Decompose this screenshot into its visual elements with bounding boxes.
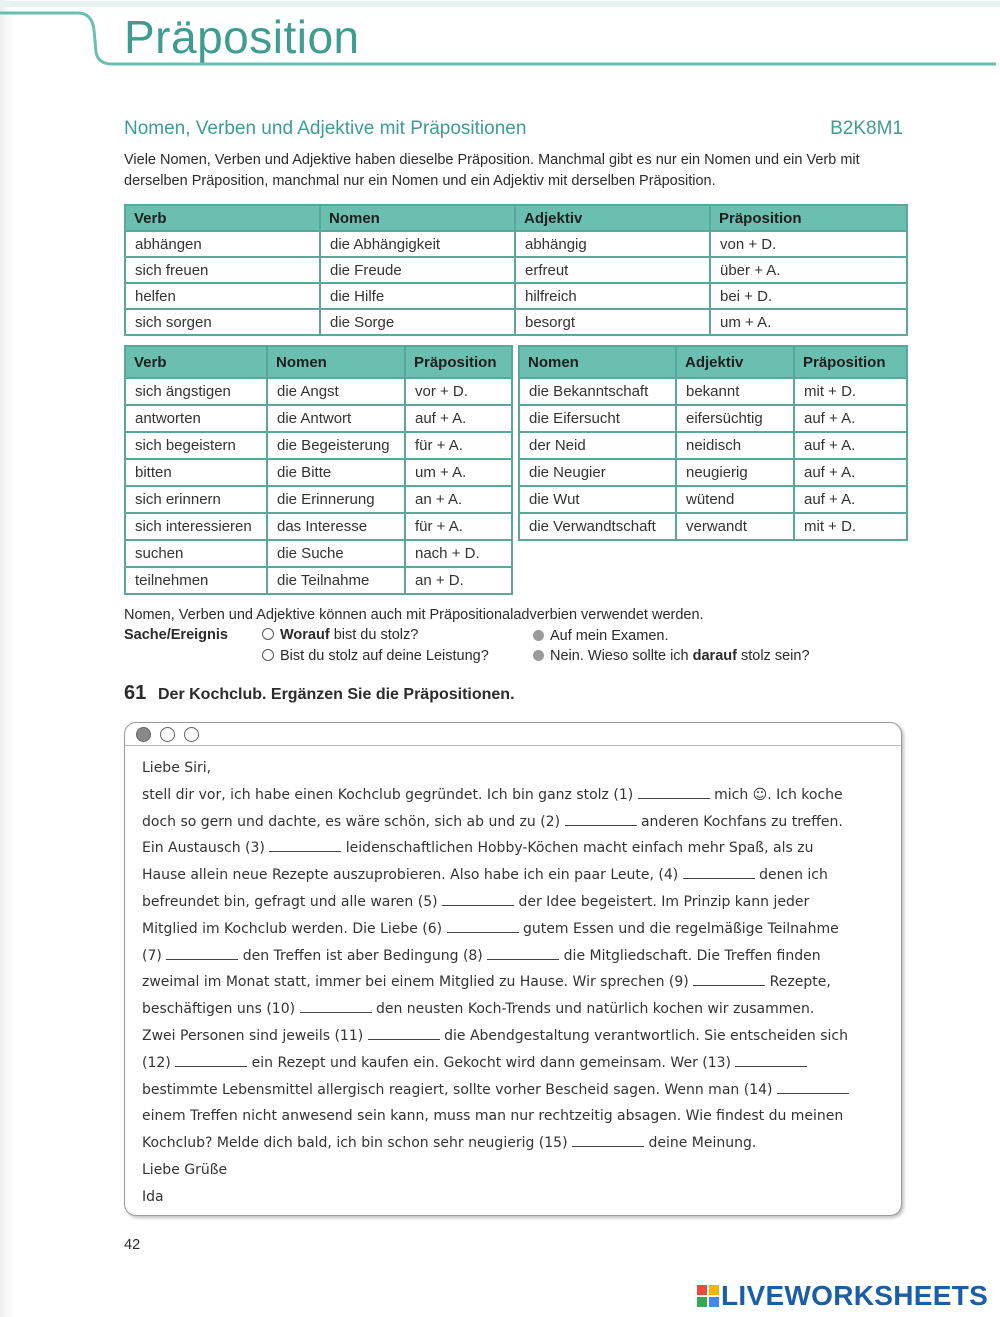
- letter-line: [142, 835, 894, 862]
- table-cell: die Freude: [320, 257, 515, 283]
- table-cell: helfen: [125, 283, 320, 309]
- table-cell: bekannt: [676, 378, 794, 405]
- table-cell: von + D.: [710, 231, 907, 257]
- table-cell: über + A.: [710, 257, 907, 283]
- table-cell: auf + A.: [794, 405, 907, 432]
- letter-line: [142, 1103, 894, 1130]
- column-header: Nomen: [267, 346, 405, 378]
- letter-line: [142, 862, 894, 889]
- letter-text: zweimal im Monat statt, immer bei einem Mitglied zu Hause. Wir sprechen (9): [142, 974, 694, 991]
- question-2: [262, 648, 489, 664]
- table-row: [519, 486, 907, 513]
- table-cell: die Neugier: [519, 459, 676, 486]
- page-title: Präposition: [124, 11, 360, 63]
- letter-text: bestimmte Lebensmittel allergisch reagiert, sollte vorher Bescheid sagen. Wenn man (14): [142, 1081, 777, 1098]
- table-row: [125, 231, 907, 257]
- window-minimize-icon[interactable]: [160, 727, 175, 742]
- table-cell: mit + D.: [794, 513, 907, 540]
- answer-blank[interactable]: [487, 945, 559, 960]
- table-row: [125, 257, 907, 283]
- letter-text: den Treffen ist aber Bedingung (8): [238, 947, 488, 964]
- question-1-bold: Worauf: [280, 627, 330, 643]
- table-header-row: [125, 205, 907, 231]
- exercise-title: Der Kochclub. Ergänzen Sie die Präpositionen.: [158, 686, 515, 703]
- letter-text: stell dir vor, ich habe einen Kochclub gegründet. Ich bin ganz stolz (1): [142, 786, 638, 803]
- table-cell: sich freuen: [125, 257, 320, 283]
- answer-blank[interactable]: [175, 1052, 247, 1067]
- answer-blank[interactable]: [565, 811, 637, 826]
- table-cell: sich erinnern: [125, 486, 267, 513]
- table-cell: die Suche: [267, 540, 405, 567]
- table-cell: mit + D.: [794, 378, 907, 405]
- table-cell: die Bekanntschaft: [519, 378, 676, 405]
- table-cell: die Bitte: [267, 459, 405, 486]
- letter-window: [124, 722, 902, 1216]
- answer-blank[interactable]: [735, 1052, 807, 1067]
- table-cell: die Begeisterung: [267, 432, 405, 459]
- table-cell: um + A.: [405, 459, 512, 486]
- answer-2: [533, 648, 810, 664]
- table-cell: die Wut: [519, 486, 676, 513]
- table-cell: auf + A.: [405, 405, 512, 432]
- table-cell: sich ängstigen: [125, 378, 267, 405]
- letter-text: die Mitgliedschaft. Die Treffen finden: [559, 947, 821, 964]
- column-header: Verb: [125, 205, 320, 231]
- table-row: [125, 405, 512, 432]
- table-cell: auf + A.: [794, 486, 907, 513]
- letter-text: Ein Austausch (3): [142, 840, 270, 857]
- table-cell: verwandt: [676, 513, 794, 540]
- page-edge-shadow: [0, 0, 14, 1317]
- filled-circle-icon: [533, 650, 544, 661]
- table-row: [125, 309, 907, 335]
- question-2-text: Bist du stolz auf deine Leistung?: [280, 648, 489, 664]
- letter-line: [142, 943, 894, 970]
- table-row: [519, 459, 907, 486]
- letter-greeting: Liebe Siri,: [142, 760, 212, 776]
- letter-signature: Ida: [142, 1188, 164, 1205]
- table-cell: abhängen: [125, 231, 320, 257]
- letter-text: gutem Essen und die regelmäßige Teilnahme: [518, 920, 839, 937]
- table-cell: die Angst: [267, 378, 405, 405]
- table-cell: sich begeistern: [125, 432, 267, 459]
- answer-blank[interactable]: [442, 891, 514, 906]
- table-verb-noun-adjective: [124, 204, 908, 336]
- table-row: [125, 513, 512, 540]
- answer-blank[interactable]: [166, 945, 238, 960]
- table-row: [125, 432, 512, 459]
- letter-text: Mitglied im Kochclub werden. Die Liebe (6): [142, 920, 447, 937]
- letter-text: beschäftigen uns (10): [142, 1001, 300, 1018]
- table-cell: die Erinnerung: [267, 486, 405, 513]
- intro-text: Viele Nomen, Verben und Adjektive haben dieselbe Präposition. Manchmal gibt es nur ein Nomen und ein Verb mit derselben Präposition, manchmal nur ein Nomen und ein Adjektiv mit derselben Präposition.: [124, 152, 860, 189]
- column-header: Nomen: [320, 205, 515, 231]
- table-cell: das Interesse: [267, 513, 405, 540]
- page-number: 42: [124, 1237, 141, 1253]
- answer-blank[interactable]: [572, 1132, 644, 1147]
- table-cell: nach + D.: [405, 540, 512, 567]
- table-cell: die Verwandtschaft: [519, 513, 676, 540]
- letter-text: Rezepte,: [765, 974, 831, 991]
- table-cell: die Antwort: [267, 405, 405, 432]
- table-cell: die Sorge: [320, 309, 515, 335]
- column-header: Präposition: [405, 346, 512, 378]
- column-header: Nomen: [519, 346, 676, 378]
- letter-line: [142, 782, 894, 809]
- table-cell: antworten: [125, 405, 267, 432]
- answer-blank[interactable]: [368, 1025, 440, 1040]
- question-1-rest: bist du stolz?: [329, 627, 419, 643]
- letter-line: [142, 1130, 894, 1157]
- table-header-row: [125, 346, 512, 378]
- answer-blank[interactable]: [300, 998, 372, 1013]
- letter-line: [142, 1077, 894, 1104]
- answer-blank[interactable]: [447, 918, 519, 933]
- table-header-row: [519, 346, 907, 378]
- open-circle-icon: [262, 649, 274, 661]
- table-cell: für + A.: [405, 432, 512, 459]
- answer-2-bold: darauf: [692, 648, 737, 664]
- letter-body: [142, 755, 894, 1211]
- open-circle-icon: [262, 628, 274, 640]
- letter-lines: [142, 782, 894, 1157]
- table-cell: der Neid: [519, 432, 676, 459]
- letter-line: [142, 809, 894, 836]
- window-close-icon[interactable]: [136, 727, 151, 742]
- brand-logo[interactable]: [697, 1280, 988, 1312]
- table-verb-noun: [124, 345, 513, 595]
- letter-text: deine Meinung.: [644, 1135, 757, 1152]
- table-cell: an + A.: [405, 486, 512, 513]
- column-header: Präposition: [794, 346, 907, 378]
- table-cell: die Teilnahme: [267, 567, 405, 594]
- letter-text: Hause allein neue Rezepte auszuprobieren. Also habe ich ein paar Leute, (4): [142, 867, 683, 884]
- table-row: [125, 567, 512, 594]
- table-cell: sich interessieren: [125, 513, 267, 540]
- table-cell: eifersüchtig: [676, 405, 794, 432]
- column-header: Adjektiv: [676, 346, 794, 378]
- letter-text: mich ☺. Ich koche: [709, 786, 843, 803]
- brand-text: LIVEWORKSHEETS: [721, 1280, 989, 1311]
- table-cell: für + A.: [405, 513, 512, 540]
- table-cell: die Abhängigkeit: [320, 231, 515, 257]
- letter-text: (7): [142, 947, 167, 964]
- letter-line: [142, 1023, 894, 1050]
- table-cell: teilnehmen: [125, 567, 267, 594]
- section-code: B2K8M1: [830, 118, 903, 139]
- letter-text: die Abendgestaltung verantwortlich. Sie entscheiden sich: [439, 1027, 848, 1044]
- letter-text: (12): [142, 1054, 176, 1071]
- letter-line: [142, 996, 894, 1023]
- table-cell: an + D.: [405, 567, 512, 594]
- column-header: Adjektiv: [515, 205, 710, 231]
- answer-blank[interactable]: [638, 784, 710, 799]
- letter-text: einem Treffen nicht anwesend sein kann, muss man nur rechtzeitig absagen. Wie findest du meinen: [142, 1108, 844, 1125]
- table-row: [125, 459, 512, 486]
- answer-blank[interactable]: [777, 1079, 849, 1094]
- table-cell: besorgt: [515, 309, 710, 335]
- table-cell: sich sorgen: [125, 309, 320, 335]
- table-row: [125, 283, 907, 309]
- letter-text: befreundet bin, gefragt und alle waren (5): [142, 893, 443, 910]
- table-cell: die Eifersucht: [519, 405, 676, 432]
- table-row: [125, 378, 512, 405]
- answer-blank[interactable]: [269, 837, 341, 852]
- table-row: [519, 513, 907, 540]
- section-title: Nomen, Verben und Adjektive mit Präpositionen: [124, 118, 527, 139]
- table-cell: hilfreich: [515, 283, 710, 309]
- table-cell: suchen: [125, 540, 267, 567]
- letter-text: doch so gern und dachte, es wäre schön, sich ab und zu (2): [142, 813, 565, 830]
- table-cell: um + A.: [710, 309, 907, 335]
- answer-blank[interactable]: [683, 864, 755, 879]
- table-cell: neugierig: [676, 459, 794, 486]
- note-label: Sache/Ereignis: [124, 627, 228, 643]
- table-cell: bitten: [125, 459, 267, 486]
- filled-circle-icon: [533, 630, 544, 641]
- answer-2-pre: Nein. Wieso sollte ich: [550, 648, 693, 664]
- table-cell: auf + A.: [794, 459, 907, 486]
- table-cell: erfreut: [515, 257, 710, 283]
- answer-1-text: Auf mein Examen.: [550, 628, 669, 644]
- letter-line: [142, 1050, 894, 1077]
- table-noun-adjective: [518, 345, 908, 541]
- table-row: [519, 378, 907, 405]
- window-titlebar: [125, 723, 901, 746]
- answer-1: [533, 628, 668, 644]
- liveworksheets-logo-icon: [697, 1285, 719, 1307]
- letter-text: denen ich: [754, 867, 828, 884]
- answer-2-post: stolz sein?: [736, 648, 810, 664]
- letter-line: [142, 889, 894, 916]
- letter-line: [142, 969, 894, 996]
- letter-line: [142, 916, 894, 943]
- table-row: [125, 486, 512, 513]
- letter-text: der Idee begeistert. Im Prinzip kann jeder: [514, 893, 810, 910]
- letter-text: leidenschaftlichen Hobby-Köchen macht einfach mehr Spaß, als zu: [341, 840, 814, 857]
- letter-text: den neusten Koch-Trends und natürlich kochen wir zusammen.: [371, 1001, 815, 1018]
- letter-text: Zwei Personen sind jeweils (11): [142, 1027, 368, 1044]
- column-header: Präposition: [710, 205, 907, 231]
- table-cell: bei + D.: [710, 283, 907, 309]
- table-cell: vor + D.: [405, 378, 512, 405]
- table-row: [519, 405, 907, 432]
- letter-text: ein Rezept und kaufen ein. Gekocht wird dann gemeinsam. Wer (13): [247, 1054, 736, 1071]
- table-cell: auf + A.: [794, 432, 907, 459]
- table-cell: die Hilfe: [320, 283, 515, 309]
- answer-blank[interactable]: [693, 971, 765, 986]
- letter-text: Kochclub? Melde dich bald, ich bin schon sehr neugierig (15): [142, 1135, 572, 1152]
- table-cell: abhängig: [515, 231, 710, 257]
- window-maximize-icon[interactable]: [184, 727, 199, 742]
- table-row: [519, 432, 907, 459]
- note-text: Nomen, Verben und Adjektive können auch mit Präpositionaladverbien verwendet werden.: [124, 607, 704, 623]
- table-cell: wütend: [676, 486, 794, 513]
- table-cell: neidisch: [676, 432, 794, 459]
- letter-closing: Liebe Grüße: [142, 1161, 228, 1178]
- table-row: [125, 540, 512, 567]
- question-1: [262, 627, 418, 643]
- exercise-number: 61: [124, 682, 147, 704]
- letter-text: anderen Kochfans zu treffen.: [636, 813, 843, 830]
- column-header: Verb: [125, 346, 267, 378]
